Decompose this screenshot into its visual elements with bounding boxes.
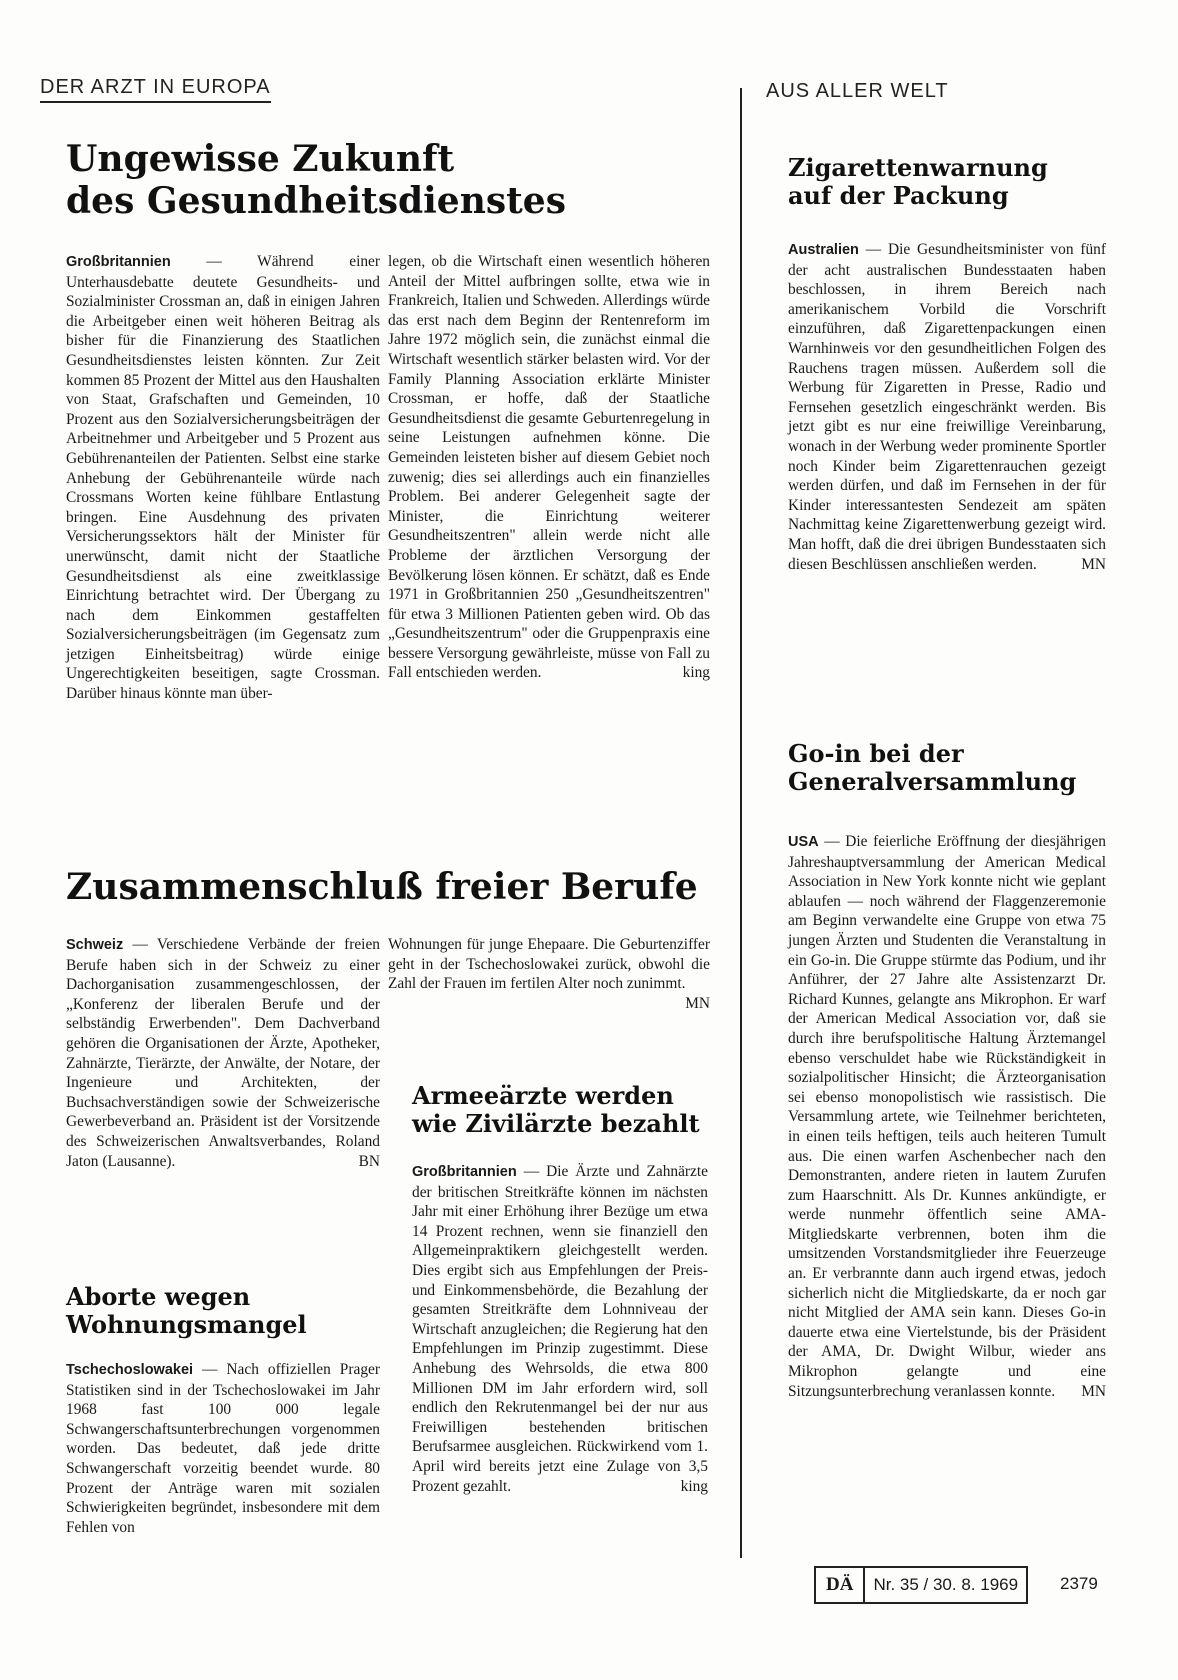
article-zigaretten-title [788, 154, 1128, 211]
article-lead-country: Tschechoslowakei [66, 1362, 194, 1378]
article-body: — Verschiedene Verbände der freien Berufe haben sich in der Schweiz zu einer Dachorganisation zusammengeschlossen, der „Konferenz der liberalen Berufe und der selbständig Erwerbenden". Dem Dachverband gehören die Organisationen der Ärzte, Apotheker, Zahnärzte, Tierärzte, der Anwälte, der Notare, der Ingenieure und Architekten, der Buchsachverständigen sowie der Schweizerische Gewerbeverband an. Präsident ist der Vorsitzende des Schweizerischen Anwaltsverbandes, Roland Jaton (Lausanne). [66, 936, 380, 1170]
article-body: — Die Gesundheitsminister von fünf der acht australischen Bundesstaaten haben beschlossen, in ihrem Bereich nach amerikanischem Vorbild die Vorschrift einzuführen, daß Zigarettenpackungen einen Warnhinweis vor den gesundheitlichen Folgen des Rauchens tragen müssen. Außerdem soll die Werbung für Zigaretten in Presse, Radio und Fernsehen gesetzlich eingeschränkt werden. Bis jetzt gibt es nur eine freiwillige Vereinbarung, wonach in der Werbung weder prominente Sportler noch Kinder beim Zigarettenrauchen gezeigt werden dürfen, und daß im Fernsehen in der für Kinder interessantesten Sendezeit am späten Nachmittag keine Zigarettenwerbung gezeigt wird. Man hofft, daß die drei übrigen Bundesstaaten sich diesen Beschlüssen anschließen werden. [788, 241, 1106, 573]
article-body: — Die Ärzte und Zahnärzte der britischen Streitkräfte können im nächsten Jahr mit einer Erhöhung ihrer Bezüge um etwa 14 Prozent rechnen, wenn sie finanziell den Allgemeinpraktikern gleichgestellt werden. Dies ergibt sich aus Empfehlungen der Preis- und Einkommensbehörde, die Bezahlung der gesamten Streitkräfte dem Lohnniveau der Wirtschaft anzugleichen; die Regierung hat den Empfehlungen im Prinzip zugestimmt. Diese Anhebung des Wehrsolds, die etwa 800 Millionen DM im Jahr erfordern wird, soll endlich den Rekrutenmangel bei der nur aus Freiwilligen bestehenden britischen Berufsarmee ausgleichen. Rückwirkend vom 1. April wird bereits jetzt eine Zulage von 3,5 Prozent gezahlt. [412, 1163, 708, 1495]
article-aborte-col1 [66, 1360, 380, 1537]
section-label-aus-aller-welt: AUS ALLER WELT [766, 80, 949, 102]
article-zusammenschluss-col1 [66, 935, 380, 1171]
title-line: Wohnungsmangel [66, 1310, 307, 1340]
article-gesundheitsdienst-col1 [66, 252, 380, 704]
article-body: — Während einer Unterhausdebatte deutete Gesundheits- und Sozialminister Crossman an, daß in einigen Jahren die Arbeitgeber einen weit höheren Beitrag als bisher für die Finanzierung des Staatlichen Gesundheitsdienstes leisten könnten. Zur Zeit kommen 85 Prozent der Mittel aus den Haushalten von Staat, Grafschaften und Gemeinden, 10 Prozent aus den Sozialversicherungsbeiträgen der Arbeitnehmer und Arbeitgeber und 5 Prozent aus Gebührenanteilen der Patienten. Selbst eine starke Anhebung der Gebührenanteile würde nach Crossmans Worten keine fühlbare Entlastung bringen. Eine Ausdehnung des privaten Versicherungssektors hält der Minister für unerwünscht, damit nicht der Staatliche Gesundheitsdienst als eine zweitklassige Einrichtung betrachtet wird. Der Übergang zu nach dem Einkommen gestaffelten Sozialversicherungsbeiträgen (im Gegensatz zum jetzigen Einheitsbeitrag) würde einige Ungerechtigkeiten beseitigen, sagte Crossman. Darüber hinaus könnte man über- [66, 253, 380, 703]
title-line: Zusammenschluß freier Berufe [66, 866, 698, 908]
article-gesundheitsdienst-title [66, 138, 706, 223]
article-body: — Nach offiziellen Prager Statistiken sind in der Tschechoslowakei im Jahr 1968 fast 100 000 legale Schwangerschaftsunterbrechungen vorgenommen worden. Das bedeutet, daß jede dritte Schwangerschaft vorzeitig beendet wurde. 80 Prozent der Anträge waren mit sozialen Schwierigkeiten begründet, insbesondere mit dem Fehlen von [66, 1361, 380, 1536]
title-line: des Gesundheitsdienstes [66, 180, 566, 223]
article-zusammenschluss-title [66, 866, 706, 908]
article-goin-title [788, 740, 1128, 797]
issue-number: Nr. 35 / 30. 8. 1969 [873, 1575, 1019, 1594]
page-number: 2379 [1060, 1574, 1098, 1593]
article-body: Wohnungen für junge Ehepaare. Die Geburtenziffer geht in der Tschechoslowakei zurück, obwohl die Zahl der Frauen im fertilen Alter noch zunimmt. [388, 936, 710, 993]
section-label-arzt-in-europa: DER ARZT IN EUROPA [40, 76, 271, 103]
author-signature: king [682, 664, 710, 682]
column-divider [740, 88, 742, 1558]
article-lead-country: USA [788, 834, 819, 850]
author-signature: king [680, 1477, 708, 1495]
title-line: Ungewisse Zukunft [66, 138, 455, 180]
author-signature: BN [358, 1152, 380, 1170]
article-zigaretten-col1 [788, 240, 1106, 574]
article-aborte-col2 [388, 935, 710, 1013]
article-lead-country: Großbritannien [66, 254, 171, 270]
title-line: wie Zivilärzte bezahlt [412, 1109, 700, 1139]
article-goin-col1 [788, 832, 1106, 1401]
author-signature: MN [1081, 1382, 1106, 1400]
title-line: Armeeärzte werden [412, 1081, 674, 1110]
article-armeeaerzte-title [412, 1082, 712, 1139]
article-gesundheitsdienst-col2 [388, 252, 710, 683]
author-signature: MN [1081, 555, 1106, 573]
article-body: legen, ob die Wirtschaft einen wesentlich höheren Anteil der Mittel aufbringen sollte, etwa wie in Frankreich, Italien und Schweden. Allerdings würde das erst nach dem Beginn der Rentenreform im Jahre 1972 möglich sein, die zunächst einmal die Wirtschaft wesentlich stärker belasten wird. Vor der Family Planning Association erklärte Minister Crossman, er hoffe, daß der Staatliche Gesundheitsdienst die gesamte Geburtenregelung in seine Leistungen aufnehmen könne. Die Gemeinden leisteten bisher auf diesem Gebiet noch zuwenig; dies sei allerdings auch ein finanzielles Problem. Bei anderer Gelegenheit sagte der Minister, die Einrichtung weiterer Gesundheitszentren" allein werde nicht alle Probleme der ärztlichen Versorgung der Bevölkerung lösen können. Er schätzt, daß es Ende 1971 in Großbritannien 250 „Gesundheitszentren" für etwa 3 Millionen Patienten geben wird. Ob das „Gesundheitszentrum" oder die Gruppenpraxis eine bessere Versorgung gewährleiste, müsse von Fall zu Fall entschieden werden. [388, 253, 710, 682]
article-lead-country: Großbritannien [412, 1164, 517, 1180]
title-line: auf der Packung [788, 181, 1009, 211]
title-line: Go-in bei der [788, 739, 964, 768]
article-lead-country: Australien [788, 242, 859, 258]
article-aborte-title [66, 1283, 380, 1340]
author-signature: MN [685, 994, 710, 1012]
article-armeeaerzte-col1 [412, 1162, 708, 1496]
article-body: — Die feierliche Eröffnung der diesjährigen Jahreshauptversammlung der American Medical Association in New York konnte nicht wie geplant ablaufen — noch während der Flaggenzeremonie am Beginn verwandelte eine Gruppe von etwa 75 jungen Ärzten und Studenten die Veranstaltung in ein Go-in. Die Gruppe stürmte das Podium, und ihr Anführer, der 27 Jahre alte Assistenzarzt Dr. Richard Kunnes, gelangte ans Mikrophon. Er warf der American Medical Association vor, daß sie durch ihre berufspolitische Haltung Ärztemangel ebenso verschuldet habe wie Rückständigkeit in sozialpolitischer Hinsicht; die Ärzteorganisation sei ebenso monopolistisch wie rassistisch. Die Versammlung artete, wie Teilnehmer berichteten, in einen teils heftigen, teils auch heiteren Tumult aus. Die einen warfen Aschenbecher nach den Demonstranten, andere rieten in lautem Zurufen zum Haarschnitt. Als Dr. Kunnes ankündigte, er werde nunmehr öffentlich seine AMA-Mitgliedskarte verbrennen, boten ihm die umsitzenden Vorstandsmitglieder ihre Feuerzeuge an. Er verbrannte dann auch irgend etwas, jedoch sicherlich nicht die Mitgliedskarte, da er noch gar nicht Mitglied der AMA sein kann. Dieses Go-in dauerte etwa eine Viertelstunde, bis der Präsident der AMA, Dr. Dwight Wilbur, wieder ans Mikrophon gelangte und eine Sitzungsunterbrechung veranlassen konnte. [788, 833, 1106, 1400]
title-line: Aborte wegen [66, 1282, 251, 1311]
title-line: Zigarettenwarnung [788, 153, 1048, 182]
issue-box [814, 1566, 1028, 1604]
title-line: Generalversammlung [788, 767, 1077, 797]
journal-logo: DÄ [816, 1568, 865, 1602]
article-lead-country: Schweiz [66, 937, 124, 953]
